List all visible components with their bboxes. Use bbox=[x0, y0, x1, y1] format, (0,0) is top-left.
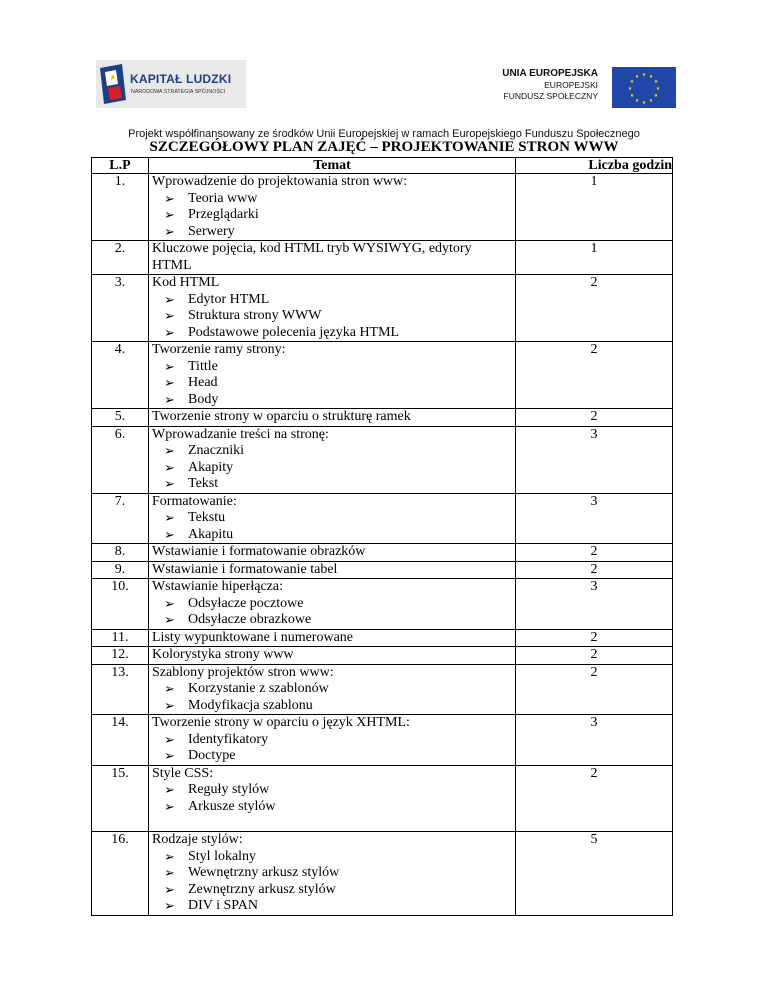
svg-text:★: ★ bbox=[641, 72, 647, 78]
topic-subitem: ➢ Doctype bbox=[152, 748, 512, 765]
table-row bbox=[92, 664, 673, 715]
table-row bbox=[92, 579, 673, 630]
row-hours: 2 bbox=[516, 342, 673, 409]
topic-subitem: ➢ Wewnętrzny arkusz stylów bbox=[152, 865, 512, 882]
topic-subitem: ➢ Body bbox=[152, 392, 512, 409]
svg-text:★: ★ bbox=[627, 86, 633, 92]
row-hours: 1 bbox=[516, 241, 673, 275]
svg-text:★: ★ bbox=[648, 74, 654, 80]
topic-subitem: ➢ Serwery bbox=[152, 224, 512, 241]
topic-title: Tworzenie ramy strony: bbox=[152, 342, 286, 357]
eu-flag-icon bbox=[612, 67, 676, 108]
topic-subitem: ➢ Tittle bbox=[152, 359, 512, 376]
page-title: SZCZEGÓŁOWY PLAN ZAJĘĆ – PROJEKTOWANIE STRON WWW bbox=[149, 139, 619, 155]
table-row bbox=[92, 715, 673, 766]
topic-subitem: ➢ Edytor HTML bbox=[152, 292, 512, 309]
row-number: 1. bbox=[92, 174, 149, 241]
topic-title: Wprowadzanie treści na stronę: bbox=[152, 426, 329, 442]
topic-subitem: ➢ Struktura strony WWW bbox=[152, 308, 512, 325]
row-number: 3. bbox=[92, 275, 149, 342]
row-topic bbox=[149, 561, 516, 579]
svg-text:★: ★ bbox=[655, 86, 661, 92]
row-hours: 2 bbox=[516, 629, 673, 647]
topic-title: Wstawianie i formatowanie tabel bbox=[152, 561, 338, 577]
topic-title: Formatowanie: bbox=[152, 493, 237, 509]
topic-subitem: ➢ Przeglądarki bbox=[152, 207, 512, 224]
svg-text:★: ★ bbox=[634, 98, 640, 104]
table-row bbox=[92, 647, 673, 665]
topic-title: Kolorystyka strony www bbox=[152, 647, 294, 662]
row-topic bbox=[149, 715, 516, 766]
row-hours: 5 bbox=[516, 832, 673, 916]
table-row bbox=[92, 241, 673, 275]
row-hours: 2 bbox=[516, 664, 673, 715]
kapital-ludzki-emblem-icon bbox=[100, 64, 126, 104]
topic-subitem: ➢ Znaczniki bbox=[152, 443, 512, 460]
topic-subitem: ➢ DIV i SPAN bbox=[152, 898, 512, 915]
topic-title: Wstawianie i formatowanie obrazków bbox=[152, 544, 366, 559]
topic-subitem: ➢ Teoria www bbox=[152, 191, 512, 208]
row-number: 8. bbox=[92, 544, 149, 562]
topic-subitem: ➢ Tekstu bbox=[152, 510, 512, 527]
row-hours: 2 bbox=[516, 561, 673, 579]
row-hours: 2 bbox=[516, 647, 673, 665]
row-number: 9. bbox=[92, 561, 149, 579]
topic-title: Style CSS: bbox=[152, 765, 214, 781]
schedule-table bbox=[91, 157, 673, 916]
table-row bbox=[92, 544, 673, 562]
row-hours: 3 bbox=[516, 426, 673, 493]
eu-line2: EUROPEJSKI bbox=[544, 80, 598, 90]
row-hours: 1 bbox=[516, 174, 673, 241]
row-topic bbox=[149, 275, 516, 342]
topic-title: Wprowadzenie do projektowania stron www: bbox=[152, 174, 408, 189]
row-hours: 2 bbox=[516, 409, 673, 427]
topic-subitem: ➢ Arkusze stylów bbox=[152, 799, 512, 816]
row-number: 4. bbox=[92, 342, 149, 409]
header-topic: Temat bbox=[149, 158, 516, 174]
row-number: 5. bbox=[92, 409, 149, 427]
topic-subitem: ➢ Head bbox=[152, 375, 512, 392]
topic-title: Tworzenie strony w oparciu o język XHTML: bbox=[152, 715, 410, 730]
row-number: 14. bbox=[92, 715, 149, 766]
row-hours: 2 bbox=[516, 544, 673, 562]
svg-text:★: ★ bbox=[641, 100, 647, 106]
topic-title: Kod HTML bbox=[152, 275, 220, 290]
svg-text:★: ★ bbox=[634, 74, 640, 80]
table-row bbox=[92, 832, 673, 916]
table-row bbox=[92, 426, 673, 493]
table-row bbox=[92, 561, 673, 579]
row-hours: 3 bbox=[516, 493, 673, 544]
row-hours: 3 bbox=[516, 715, 673, 766]
svg-text:★: ★ bbox=[653, 93, 659, 99]
topic-subitem: ➢ Modyfikacja szablonu bbox=[152, 698, 512, 715]
row-hours: 3 bbox=[516, 579, 673, 630]
row-topic bbox=[149, 426, 516, 493]
row-topic bbox=[149, 493, 516, 544]
row-number: 12. bbox=[92, 647, 149, 665]
header-hours: Liczba godzin bbox=[516, 158, 673, 174]
row-number: 10. bbox=[92, 579, 149, 630]
svg-text:★: ★ bbox=[629, 79, 635, 85]
row-hours: 2 bbox=[516, 275, 673, 342]
svg-text:★: ★ bbox=[653, 79, 659, 85]
table-row bbox=[92, 409, 673, 427]
row-topic bbox=[149, 664, 516, 715]
topic-subitem: ➢ Odsyłacze obrazkowe bbox=[152, 612, 512, 629]
topic-subitem: ➢ Odsyłacze pocztowe bbox=[152, 596, 512, 613]
topic-subitem: ➢ Korzystanie z szablonów bbox=[152, 681, 512, 698]
kapital-ludzki-subtitle: NARODOWA STRATEGIA SPÓJNOŚCI bbox=[131, 89, 226, 95]
svg-text:★: ★ bbox=[629, 93, 635, 99]
topic-title: Wstawianie hiperłącza: bbox=[152, 579, 283, 594]
table-row bbox=[92, 174, 673, 241]
row-number: 2. bbox=[92, 241, 149, 275]
topic-subitem: ➢ Reguły stylów bbox=[152, 782, 512, 799]
topic-subitem: ➢ Identyfikatory bbox=[152, 732, 512, 749]
row-topic bbox=[149, 832, 516, 916]
table-row bbox=[92, 493, 673, 544]
topic-title: Tworzenie strony w oparciu o strukturę ramek bbox=[152, 409, 411, 424]
topic-title: Kluczowe pojęcia, kod HTML tryb WYSIWYG, edytory HTML bbox=[152, 241, 472, 273]
row-number: 7. bbox=[92, 493, 149, 544]
eu-logo-text bbox=[478, 68, 598, 102]
row-topic bbox=[149, 342, 516, 409]
kapital-ludzki-title: KAPITAŁ LUDZKI bbox=[130, 72, 232, 86]
topic-title: Szablony projektów stron www: bbox=[152, 664, 334, 680]
funding-caption: Projekt współfinansowany ze środków Unii Europejskiej w ramach Europejskiego Funduszu Społecznego bbox=[128, 128, 640, 140]
table-row bbox=[92, 342, 673, 409]
table-row bbox=[92, 765, 673, 832]
row-number: 13. bbox=[92, 664, 149, 715]
spacer bbox=[152, 815, 512, 831]
row-number: 11. bbox=[92, 629, 149, 647]
header-lp: L.P bbox=[92, 158, 149, 174]
row-topic bbox=[149, 241, 516, 275]
table-row bbox=[92, 629, 673, 647]
row-number: 16. bbox=[92, 832, 149, 916]
eu-line1: UNIA EUROPEJSKA bbox=[502, 68, 598, 79]
row-number: 15. bbox=[92, 765, 149, 832]
topic-title: Listy wypunktowane i numerowane bbox=[152, 629, 354, 645]
row-topic bbox=[149, 579, 516, 630]
row-hours: 2 bbox=[516, 765, 673, 832]
kapital-ludzki-logo bbox=[96, 60, 246, 108]
row-topic bbox=[149, 544, 516, 562]
topic-subitem: ➢ Styl lokalny bbox=[152, 849, 512, 866]
table-header-row bbox=[92, 158, 673, 174]
row-topic bbox=[149, 409, 516, 427]
topic-subitem: ➢ Akapity bbox=[152, 460, 512, 477]
topic-subitem: ➢ Podstawowe polecenia języka HTML bbox=[152, 325, 512, 342]
svg-text:★: ★ bbox=[648, 98, 654, 104]
row-number: 6. bbox=[92, 426, 149, 493]
row-topic bbox=[149, 647, 516, 665]
topic-subitem: ➢ Zewnętrzny arkusz stylów bbox=[152, 882, 512, 899]
topic-subitem: ➢ Akapitu bbox=[152, 527, 512, 544]
topic-title: Rodzaje stylów: bbox=[152, 832, 243, 847]
row-topic bbox=[149, 174, 516, 241]
row-topic bbox=[149, 765, 516, 832]
row-topic bbox=[149, 629, 516, 647]
topic-subitem: ➢ Tekst bbox=[152, 476, 512, 493]
eu-line3: FUNDUSZ SPOŁECZNY bbox=[503, 91, 598, 101]
table-row bbox=[92, 275, 673, 342]
